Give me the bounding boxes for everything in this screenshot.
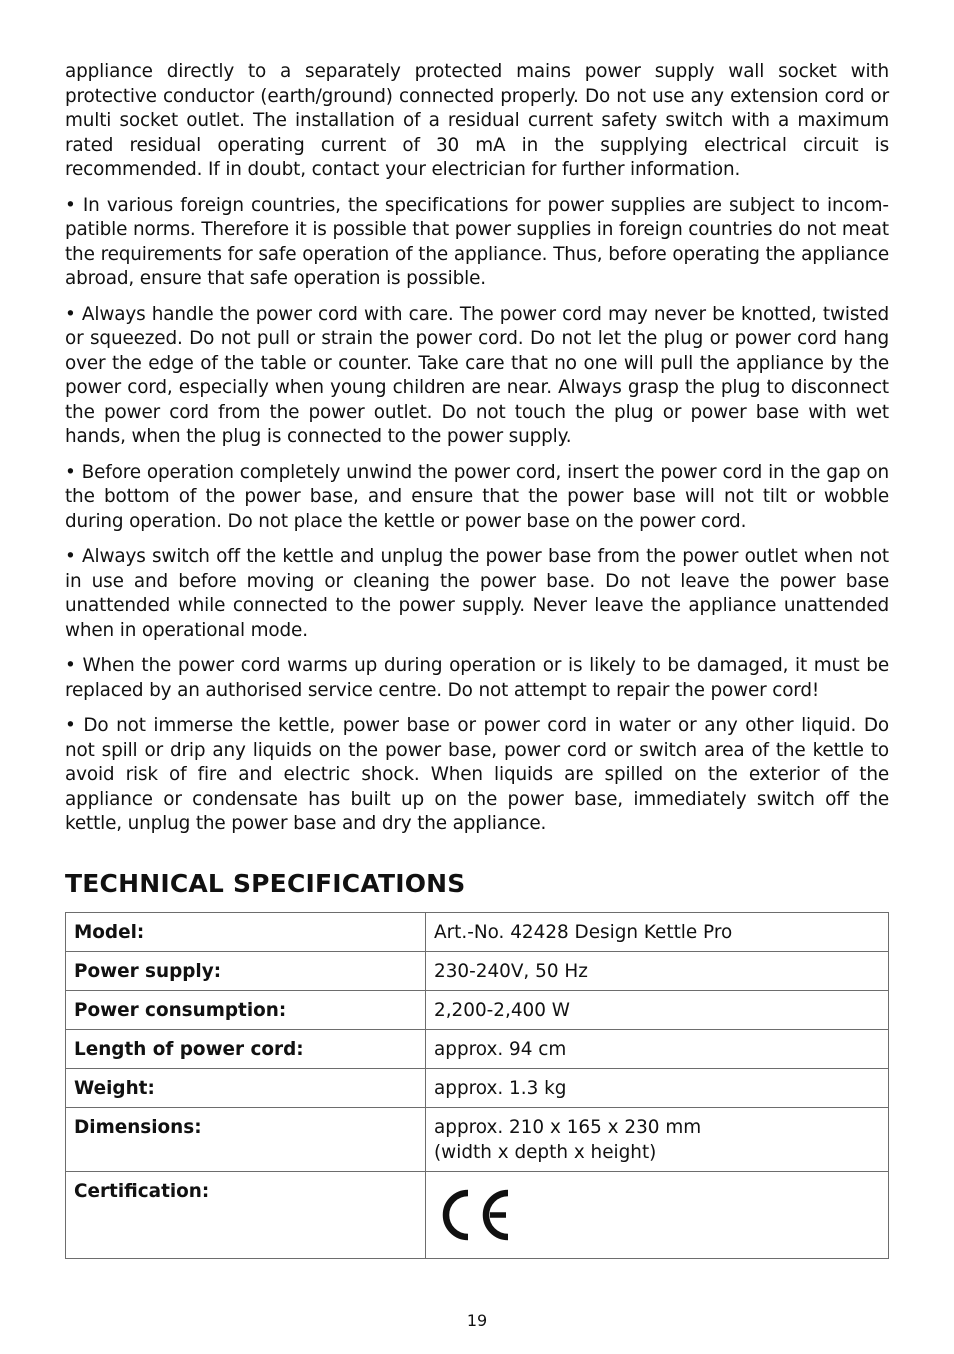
spec-label: Certification: <box>66 1171 426 1258</box>
spec-label: Weight: <box>66 1068 426 1107</box>
dimensions-note: (width x depth x height) <box>434 1141 657 1163</box>
spec-value: approx. 1.3 kg <box>426 1068 889 1107</box>
spec-value: 2,200-2,400 W <box>426 990 889 1029</box>
technical-specifications-heading: TECHNICAL SPECIFICATIONS <box>65 868 466 898</box>
page-number: 19 <box>466 1311 488 1330</box>
table-row-dimensions <box>66 1107 889 1171</box>
specifications-table <box>65 912 889 1259</box>
paragraph-power-supply-connection: appliance directly to a separately protected mains power supply wall socket with protective conductor (earth/ground) connected properly. Do not use any extension cord or multi socket outlet. The installation of a residual current safety switch with a maximum rated residual operating current of 30 mA in the supplying electrical circuit is recommended. If in doubt, contact your electrician for further information. <box>65 61 889 180</box>
dimensions-value: approx. 210 x 165 x 230 mm <box>434 1116 702 1138</box>
spec-label: Model: <box>66 912 426 951</box>
spec-label: Dimensions: <box>66 1107 426 1171</box>
spec-label: Length of power cord: <box>66 1029 426 1068</box>
paragraph-switch-off: • Always switch off the kettle and unplug the power base from the power outlet when not in use and before moving or cleaning the power base. Do not leave the power base unattended while connected to the power supply. Never leave the appliance unattended when in operational mode. <box>65 546 889 641</box>
paragraph-unwind-cord: • Before operation completely unwind the power cord, insert the power cord in the gap on the bottom of the power base, and ensure that the power base will not tilt or wobble during operation. Do not place the kettle or power base on the power cord. <box>65 461 889 532</box>
ce-mark-icon <box>438 1189 510 1241</box>
table-row-cord-length <box>66 1029 889 1068</box>
spec-value: 230-240V, 50 Hz <box>426 951 889 990</box>
paragraph-foreign-countries: • In various foreign countries, the specifications for power supplies are subject to incompatible norms. Therefore it is possible that power supplies in foreign countries do not meat the requirements for safe operation of the appliance. Thus, before operating the appliance abroad, ensure that safe operation is possible. <box>65 194 889 289</box>
paragraph-liquids: • Do not immerse the kettle, power base or power cord in water or any other liquid. Do not spill or drip any liquids on the power base, power cord or switch area of the kettle to avoid risk of fire and electric shock. When liquids are spilled on the exterior of the appliance or condensate has built up on the power base, immediately switch off the kettle, unplug the power base and dry the appliance. <box>65 715 889 834</box>
table-row-power-supply <box>66 951 889 990</box>
paragraph-power-cord-care: • Always handle the power cord with care. The power cord may never be knotted, twisted or squeezed. Do not pull or strain the power cord. Do not let the plug or power cord hang over the edge of the table or counter. Take care that no one will pull the appliance by the power cord, especially when young children are near. Always grasp the plug to disconnect the power cord from the power outlet. Do not touch the plug or power base with wet hands, when the plug is connected to the power supply. <box>65 303 889 447</box>
table-row-model <box>66 912 889 951</box>
page-content <box>65 60 889 1259</box>
table-row-power-consumption <box>66 990 889 1029</box>
spec-value <box>426 1107 889 1171</box>
paragraph-cord-damage: • When the power cord warms up during operation or is likely to be damaged, it must be replaced by an authorised service centre. Do not attempt to repair the power cord! <box>65 655 889 701</box>
spec-value: approx. 94 cm <box>426 1029 889 1068</box>
table-row-weight <box>66 1068 889 1107</box>
table-row-certification <box>66 1171 889 1258</box>
spec-label: Power consumption: <box>66 990 426 1029</box>
spec-value: Art.-No. 42428 Design Kettle Pro <box>426 912 889 951</box>
spec-value <box>426 1171 889 1258</box>
spec-label: Power supply: <box>66 951 426 990</box>
